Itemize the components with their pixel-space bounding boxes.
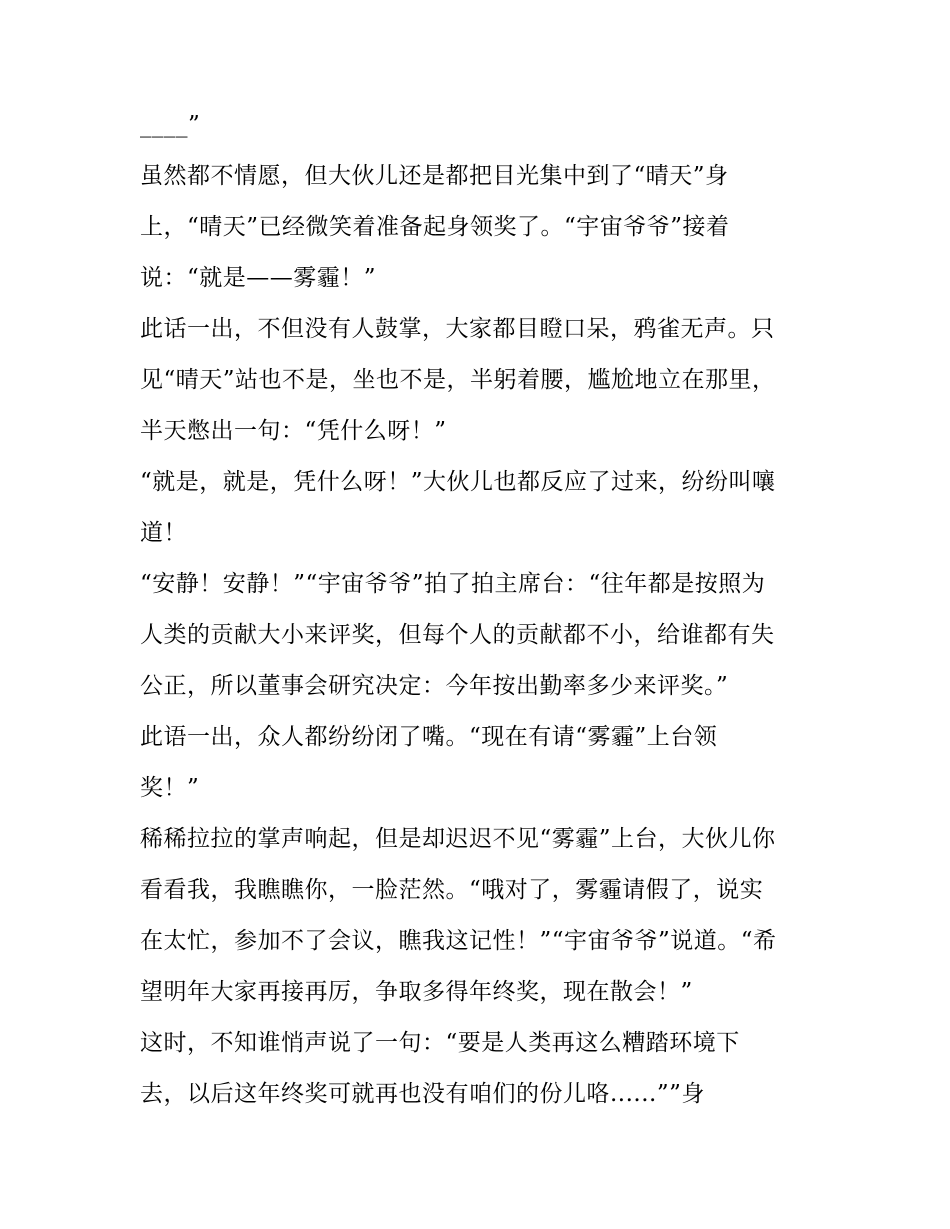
text-line: 看看我，我瞧瞧你，一脸茫然。“哦对了，雾霾请假了，说实: [140, 877, 764, 903]
text-line: 此语一出，众人都纷纷闭了嘴。“现在有请“雾霾”上台领: [140, 724, 718, 750]
text-line: 道！: [140, 520, 187, 546]
text-line: 此话一出，不但没有人鼓掌，大家都目瞪口呆，鸦雀无声。只: [140, 316, 775, 342]
text-line: “就是，就是，凭什么呀！”大伙儿也都反应了过来，纷纷叫嚷: [140, 469, 776, 495]
text-line: 去，以后这年终奖可就再也没有咱们的份儿咯......””身: [140, 1081, 705, 1107]
text-line: 公正，所以董事会研究决定：今年按出勤率多少来评奖。”: [140, 673, 729, 699]
text-line: 稀稀拉拉的掌声响起，但是却迟迟不见“雾霾”上台，大伙儿你: [140, 826, 776, 852]
text-line: 说：“就是——雾霾！”: [140, 265, 377, 291]
text-line: 这时，不知谁悄声说了一句：“要是人类再这么糟踏环境下: [140, 1030, 740, 1056]
text-line: 上，“晴天”已经微笑着准备起身领奖了。“宇宙爷爷”接着: [140, 214, 730, 240]
story-text-block: [140, 100, 820, 1120]
text-line: 在太忙，参加不了会议，瞧我这记性！”“宇宙爷爷”说道。“希: [140, 928, 777, 954]
text-line: 见“晴天”站也不是，坐也不是，半躬着腰，尴尬地立在那里，: [140, 367, 776, 393]
text-line: ____”: [140, 112, 201, 138]
text-line: 奖！”: [140, 775, 200, 801]
text-line: “安静！安静！”“宇宙爷爷”拍了拍主席台：“往年都是按照为: [140, 571, 766, 597]
text-line: 半天憋出一句：“凭什么呀！”: [140, 418, 447, 444]
text-line: 望明年大家再接再厉，争取多得年终奖，现在散会！”: [140, 979, 693, 1005]
text-line: 人类的贡献大小来评奖，但每个人的贡献都不小，给谁都有失: [140, 622, 775, 648]
text-line: 虽然都不情愿，但大伙儿还是都把目光集中到了“晴天”身: [140, 163, 729, 189]
